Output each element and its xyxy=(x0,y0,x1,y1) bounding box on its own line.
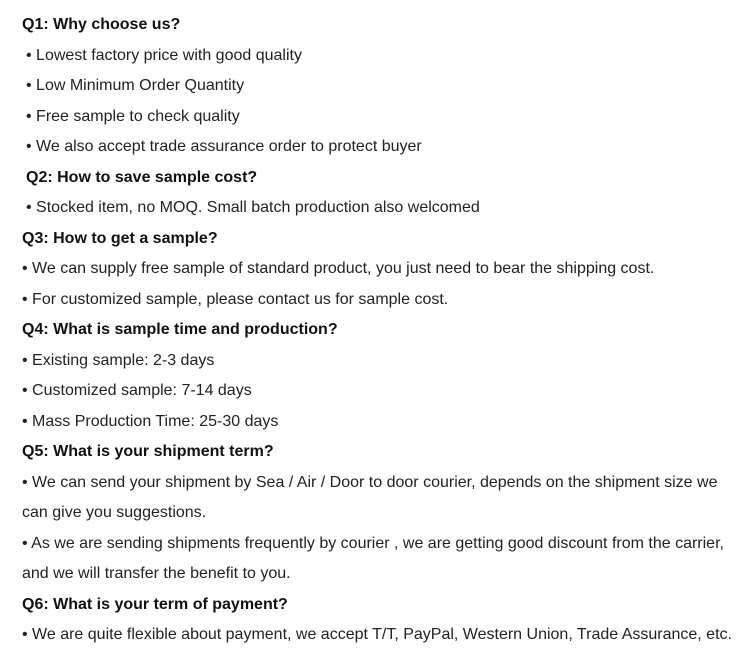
faq-answer-line: • As we are sending shipments frequently by courier , we are getting good discount from the carrier, xyxy=(22,534,724,552)
faq-answer-line: • We can send your shipment by Sea / Air / Door to door courier, depends on the shipment size we xyxy=(22,473,718,491)
faq-question-q5: Q5: What is your shipment term? xyxy=(22,443,274,460)
faq-answer-line: • We can supply free sample of standard product, you just need to bear the shipping cost. xyxy=(22,260,655,277)
faq-answer-line: • Mass Production Time: 25-30 days xyxy=(22,412,279,430)
faq-answer-line: • We are quite flexible about payment, we accept T/T, PayPal, Western Union, Trade Assurance, etc. xyxy=(22,626,732,643)
faq-answer-line: • For customized sample, please contact us for sample cost. xyxy=(22,290,449,308)
faq-answer-line: • Existing sample: 2-3 days xyxy=(22,351,215,369)
faq-question-q6: Q6: What is your term of payment? xyxy=(22,595,288,613)
faq-section xyxy=(22,10,744,651)
faq-answer-line: • Low Minimum Order Quantity xyxy=(26,77,245,94)
faq-question-q4: Q4: What is sample time and production? xyxy=(22,321,338,338)
faq-question-q2: Q2: How to save sample cost? xyxy=(26,168,258,186)
faq-question-q3: Q3: How to get a sample? xyxy=(22,229,218,247)
faq-answer-line: can give you suggestions. xyxy=(22,504,207,521)
faq-answer-line: • Free sample to check quality xyxy=(26,107,240,125)
faq-answer-line: • We also accept trade assurance order to protect buyer xyxy=(26,138,422,155)
faq-answer-line: • Customized sample: 7-14 days xyxy=(22,382,252,399)
faq-answer-line: • Lowest factory price with good quality xyxy=(26,46,302,64)
faq-answer-line: and we will transfer the benefit to you. xyxy=(22,565,291,582)
faq-answer-line: • Stocked item, no MOQ. Small batch production also welcomed xyxy=(26,199,480,216)
faq-question-q1: Q1: Why choose us? xyxy=(22,16,181,33)
